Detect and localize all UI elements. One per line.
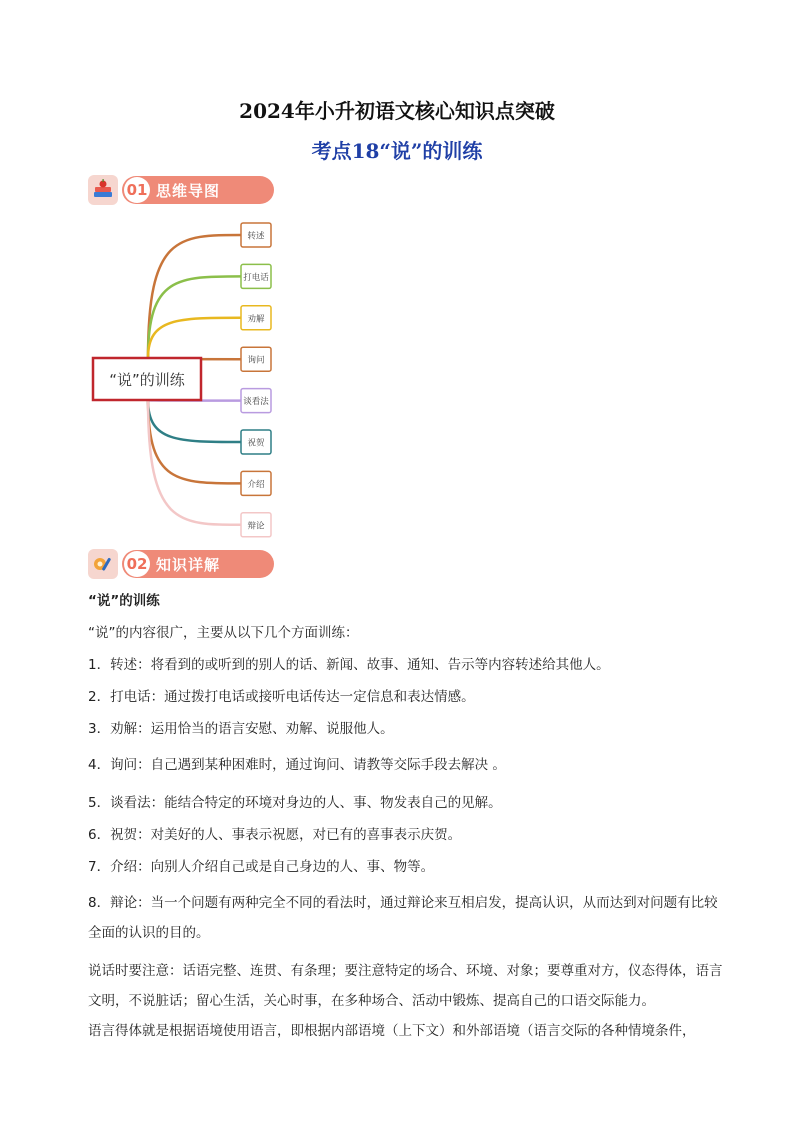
mind-map-branch-label: 谈看法	[243, 397, 269, 408]
mind-map-branch-line	[148, 400, 241, 442]
trophy-icon	[88, 549, 118, 579]
content-heading: “说”的训练	[88, 593, 160, 609]
list-item: 5．谈看法：能结合特定的环境对身边的人、事、物发表自己的见解。	[88, 795, 502, 811]
mind-map	[88, 215, 318, 545]
mind-map-branch-label: 辩论	[247, 521, 265, 532]
page-title: 2024年小升初语文核心知识点突破	[239, 99, 555, 123]
section-label: 知识详解	[156, 555, 221, 574]
mind-map-branch-label: 转述	[247, 231, 265, 242]
list-item: 2．打电话：通过拨打电话或接听电话传达一定信息和表达情感。	[88, 689, 475, 705]
mind-map-branch-line	[148, 400, 241, 525]
mind-map-branch-line	[148, 318, 241, 358]
content-intro: “说”的内容很广，主要从以下几个方面训练：	[88, 625, 359, 641]
list-item: 8．辩论：当一个问题有两种完全不同的看法时，通过辩论来互相启发，提高认识，从而达到对问题有比较全面的认识的目的。	[88, 895, 718, 941]
section-header-details	[88, 548, 288, 582]
mind-map-root-label: “说”的训练	[109, 371, 185, 389]
list-item: 4．询问：自己遇到某种困难时，通过询问、请教等交际手段去解决 。	[88, 757, 506, 773]
mind-map-branch-label: 打电话	[243, 272, 269, 283]
double-chevron-icon: >>	[242, 552, 269, 572]
mind-map-branch-nodes	[241, 223, 271, 537]
section-header-mindmap	[88, 174, 288, 208]
section-number: 02	[124, 551, 150, 577]
mind-map-branch-label: 介绍	[247, 479, 265, 490]
double-chevron-icon: >>	[242, 178, 269, 198]
mind-map-branch-label: 祝贺	[247, 438, 265, 449]
list-item: 7．介绍：向别人介绍自己或是自己身边的人、事、物等。	[88, 859, 435, 875]
list-item: 3．劝解：运用恰当的语言安慰、劝解、说服他人。	[88, 721, 394, 737]
content-body	[88, 590, 728, 1046]
mind-map-branch-label: 劝解	[247, 314, 265, 325]
page-subtitle: 考点18“说”的训练	[311, 139, 483, 163]
books-icon	[88, 175, 118, 205]
list-item: 6．祝贺：对美好的人、事表示祝愿，对已有的喜事表示庆贺。	[88, 827, 462, 843]
note-paragraph: 语言得体就是根据语境使用语言，即根据内部语境（上下文）和外部语境（语言交际的各种情境条件，	[88, 1023, 696, 1039]
list-item: 1．转述：将看到的或听到的别人的话、新闻、故事、通知、告示等内容转述给其他人。	[88, 657, 610, 673]
section-label: 思维导图	[156, 181, 221, 200]
mind-map-branch-label: 询问	[247, 355, 265, 366]
section-number: 01	[124, 177, 150, 203]
note-paragraph: 说话时要注意：话语完整、连贯、有条理；要注意特定的场合、环境、对象；要尊重对方，仪态得体，语言文明，不说脏话；留心生活，关心时事，在多种场合、活动中锻炼、提高自己的口语交际能力。	[88, 963, 723, 1009]
